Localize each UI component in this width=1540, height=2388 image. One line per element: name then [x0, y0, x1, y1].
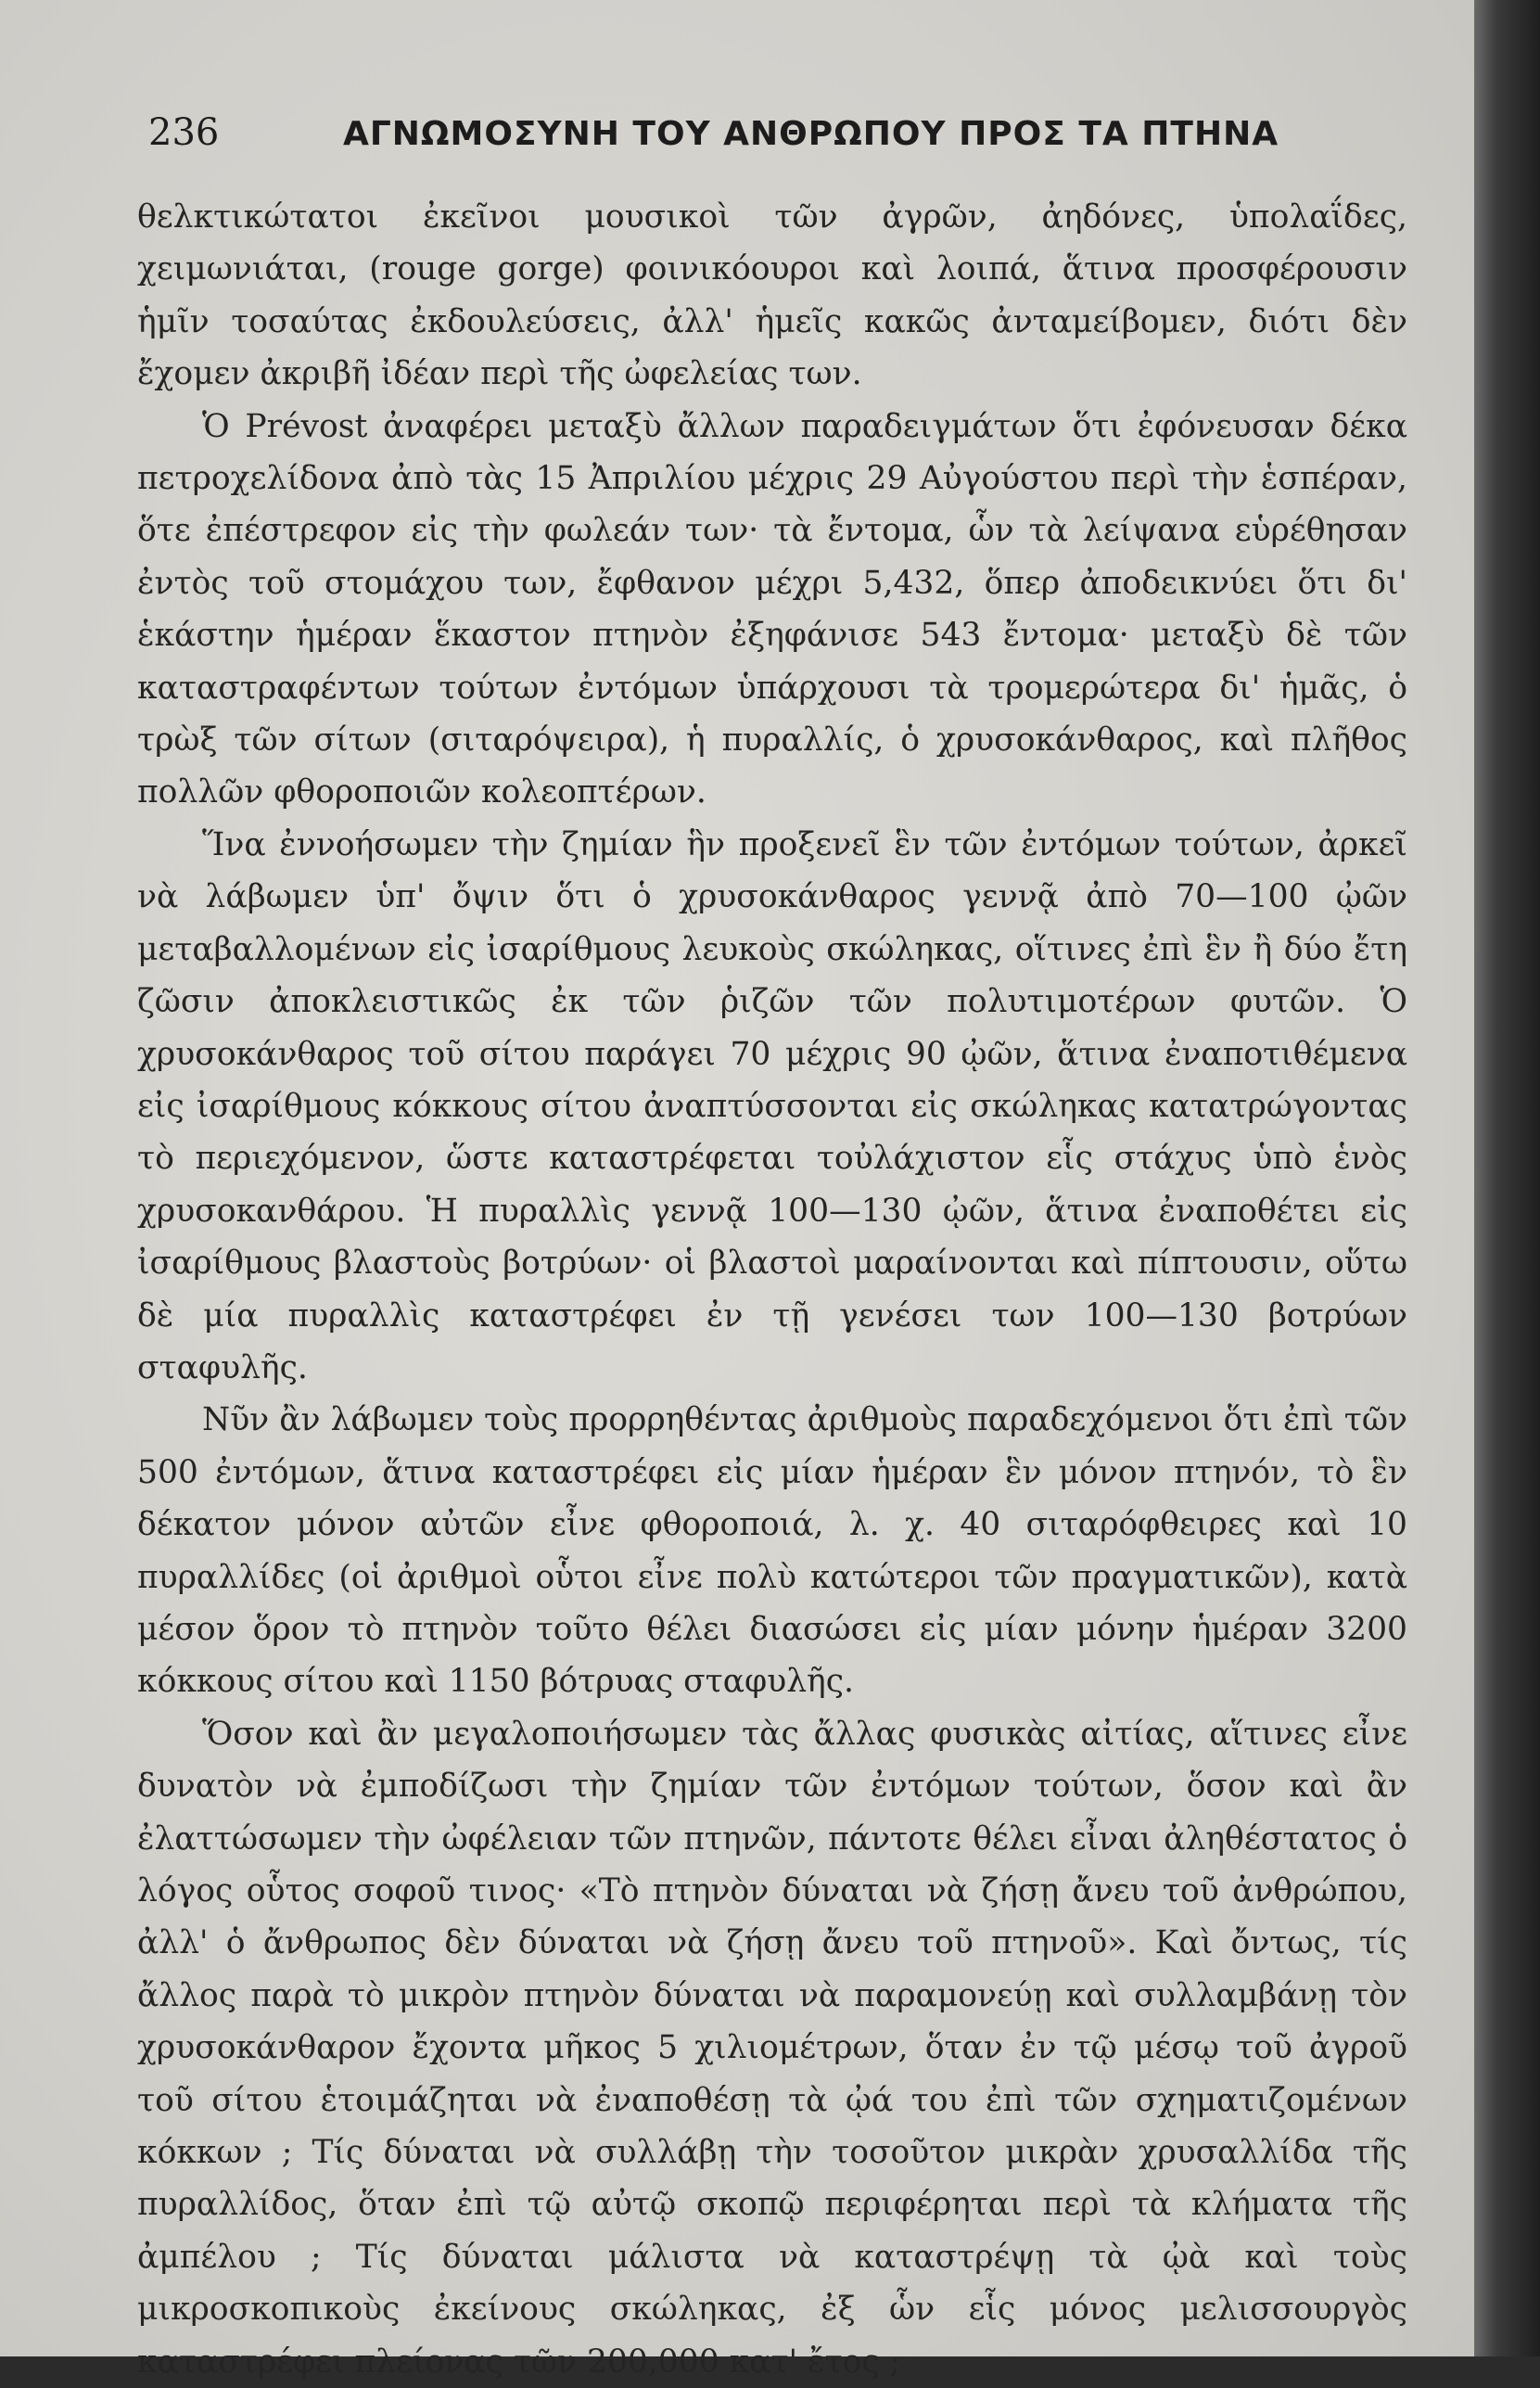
- paragraph: Ὁ Prévost ἀναφέρει μεταξὺ ἄλλων παραδειγμάτων ὅτι ἐφόνευσαν δέκα πετροχελίδονα ἀπὸ τὰς 15 Ἀπριλίου μέχρις 29 Αὐγούστου περὶ τὴν ἑσπέραν, ὅτε ἐπέστρεφον εἰς τὴν φωλεάν των· τὰ ἔντομα, ὧν τὰ λείψανα εὑρέθησαν ἐντὸς τοῦ στομάχου των, ἔφθανον μέχρι 5,432, ὅπερ ἀποδεικνύει ὅτι δι' ἑκάστην ἡμέραν ἕκαστον πτηνὸν ἐξηφάνισε 543 ἔντομα· μεταξὺ δὲ τῶν καταστραφέντων τούτων ἐντόμων ὑπάρχουσι τὰ τρομερώτερα δι' ἡμᾶς, ὁ τρὼξ τῶν σίτων (σιταρόψειρα), ἡ πυραλλίς, ὁ χρυσοκάνθαρος, καὶ πλῆθος πολλῶν φθοροποιῶν κολεοπτέρων.: [137, 407, 1407, 811]
- paragraph: Ἵνα ἐννοήσωμεν τὴν ζημίαν ἣν προξενεῖ ἓν τῶν ἐντόμων τούτων, ἀρκεῖ νὰ λάβωμεν ὑπ' ὄψιν ὅτι ὁ χρυσοκάνθαρος γεννᾷ ἀπὸ 70—100 ᾠῶν μεταβαλλομένων εἰς ἰσαρίθμους λευκοὺς σκώληκας, οἵτινες ἐπὶ ἓν ἢ δύο ἔτη ζῶσιν ἀποκλειστικῶς ἐκ τῶν ῥιζῶν τῶν πολυτιμοτέρων φυτῶν. Ὁ χρυσοκάνθαρος τοῦ σίτου παράγει 70 μέχρις 90 ᾠῶν, ἅτινα ἐναποτιθέμενα εἰς ἰσαρίθμους κόκκους σίτου ἀναπτύσσονται εἰς σκώληκας κατατρώγοντας τὸ περιεχόμενον, ὥστε καταστρέφεται τοὐλάχιστον εἷς στάχυς ὑπὸ ἑνὸς χρυσοκανθάρου. Ἡ πυραλλὶς γεννᾷ 100—130 ᾠῶν, ἅτινα ἐναποθέτει εἰς ἰσαρίθμους βλαστοὺς βοτρύων· οἱ βλαστοὶ μαραίνονται καὶ πίπτουσιν, οὕτω δὲ μία πυραλλὶς καταστρέφει ἐν τῇ γενέσει των 100—130 βοτρύων σταφυλῆς.: [137, 825, 1407, 1386]
- binding-shadow: [1474, 0, 1540, 2356]
- page-number: 236: [148, 111, 220, 154]
- page-header: [148, 111, 1289, 176]
- paragraph: Νῦν ἂν λάβωμεν τοὺς προρρηθέντας ἀριθμοὺς παραδεχόμενοι ὅτι ἐπὶ τῶν 500 ἐντόμων, ἅτινα καταστρέφει εἰς μίαν ἡμέραν ἓν μόνον πτηνόν, τὸ ἓν δέκατον μόνον αὐτῶν εἶνε φθοροποιά, λ. χ. 40 σιταρόφθειρες καὶ 10 πυραλλίδες (οἱ ἀριθμοὶ οὗτοι εἶνε πολὺ κατώτεροι τῶν πραγματικῶν), κατὰ μέσον ὅρον τὸ πτηνὸν τοῦτο θέλει διασώσει εἰς μίαν μόνην ἡμέραν 3200 κόκκους σίτου καὶ 1150 βότρυας σταφυλῆς.: [137, 1401, 1407, 1701]
- paragraph: Ὅσον καὶ ἂν μεγαλοποιήσωμεν τὰς ἄλλας φυσικὰς αἰτίας, αἵτινες εἶνε δυνατὸν νὰ ἐμποδίζωσι τὴν ζημίαν τῶν ἐντόμων τούτων, ὅσον καὶ ἂν ἐλαττώσωμεν τὴν ὠφέλειαν τῶν πτηνῶν, πάντοτε θέλει εἶναι ἀληθέστατος ὁ λόγος οὗτος σοφοῦ τινος· «Τὸ πτηνὸν δύναται νὰ ζήσῃ ἄνευ τοῦ ἀνθρώπου, ἀλλ' ὁ ἄνθρωπος δὲν δύναται νὰ ζήσῃ ἄνευ τοῦ πτηνοῦ». Καὶ ὄντως, τίς ἄλλος παρὰ τὸ μικρὸν πτηνὸν δύναται νὰ παραμονεύῃ καὶ συλλαμβάνῃ τὸν χρυσοκάνθαρον ἔχοντα μῆκος 5 χιλιομέτρων, ὅταν ἐν τῷ μέσῳ τοῦ ἀγροῦ τοῦ σίτου ἑτοιμάζηται νὰ ἐναποθέσῃ τὰ ᾠά του ἐπὶ τῶν σχηματιζομένων κόκκων ; Τίς δύναται νὰ συλλάβῃ τὴν τοσοῦτον μικρὰν χρυσαλλίδα τῆς πυραλλίδος, ὅταν ἐπὶ τῷ αὐτῷ σκοπῷ περιφέρηται περὶ τὰ κλήματα τῆς ἀμπέλου ; Τίς δύναται μάλιστα νὰ καταστρέψῃ τὰ ᾠὰ καὶ τοὺς μικροσκοπικοὺς ἐκείνους σκώληκας, ἐξ ὧν εἷς μόνος μελισσουργὸς καταστρέφει πλείονας τῶν 200,000 κατ' ἔτος ;: [137, 1715, 1407, 2381]
- running-title: ΑΓΝΩΜΟΣΥΝΗ ΤΟΥ ΑΝΘΡΩΠΟΥ ΠΡΟΣ ΤΑ ΠΤΗΝΑ: [343, 115, 1279, 153]
- paragraph-continuation: θελκτικώτατοι ἐκεῖνοι μουσικοὶ τῶν ἀγρῶν, ἀηδόνες, ὑπολαΐδες, χειμωνιάται, (rouge gorge) φοινικόουροι καὶ λοιπά, ἅτινα προσφέρουσιν ἡμῖν τοσαύτας ἐκδουλεύσεις, ἀλλ' ἡμεῖς κακῶς ἀνταμείβομεν, διότι δὲν ἔχομεν ἀκριβῆ ἰδέαν περὶ τῆς ὠφελείας των.: [137, 198, 1407, 393]
- body-text: [137, 191, 1407, 2388]
